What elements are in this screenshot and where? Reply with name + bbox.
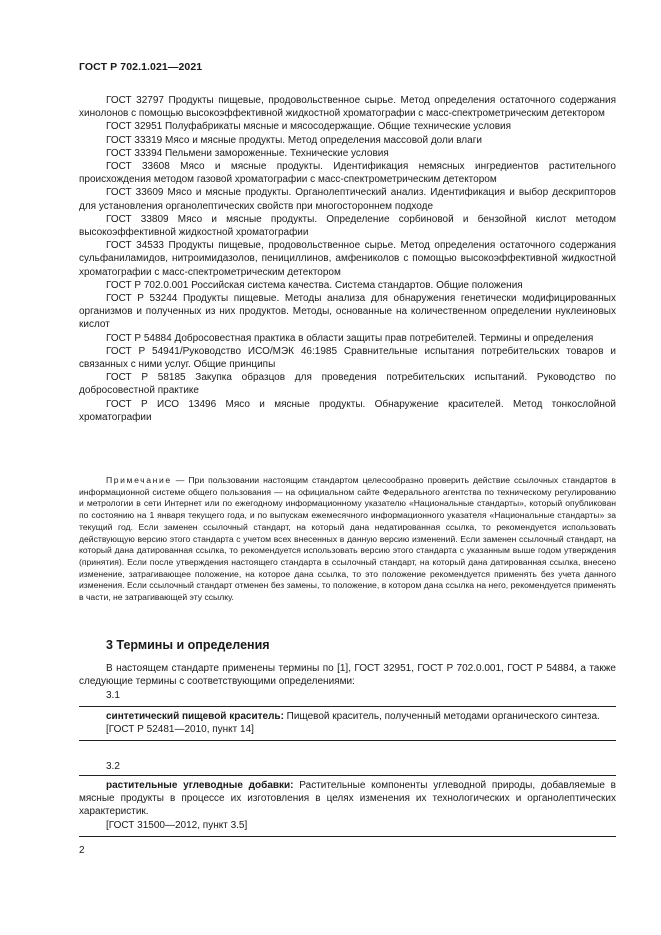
term-name: синтетический пищевой краситель:: [106, 711, 284, 722]
reference-item: ГОСТ Р 54941/Руководство ИСО/МЭК 46:1985 Сравнительные испытания потребительских товаров и связанных с ними услуг. Общие принципы: [79, 345, 616, 371]
reference-item: ГОСТ Р ИСО 13496 Мясо и мясные продукты. Обнаружение красителей. Метод тонкослойной хроматографии: [79, 398, 616, 423]
section-heading: 3 Термины и определения: [106, 638, 270, 652]
term-entry: [79, 775, 616, 837]
term-name: растительные углеводные добавки:: [106, 780, 294, 791]
note-lead: Примечание: [106, 475, 172, 485]
reference-item: ГОСТ 34533 Продукты пищевые, продовольственное сырье. Метод определения остаточного содержания сульфаниламидов, нитроимидазолов, пенициллинов, амфениколов с помощью высокоэффективной жидкостной хроматографии с масс-спектрометрическим детектором: [79, 240, 616, 278]
reference-item: ГОСТ Р 53244 Продукты пищевые. Методы анализа для обнаружения генетически модифицированных организмов и полученных из них продуктов. Методы, основанные на количественном определении нуклеиновых кислот: [79, 293, 616, 331]
reference-item: ГОСТ Р 702.0.001 Российская система качества. Система стандартов. Общие положения: [106, 279, 523, 291]
term-definition: [79, 710, 616, 723]
reference-item: ГОСТ 32951 Полуфабрикаты мясные и мясосодержащие. Общие технические условия: [106, 121, 512, 133]
page-number: 2: [79, 845, 85, 856]
reference-item: ГОСТ 33319 Мясо и мясные продукты. Метод определения массовой доли влаги: [106, 134, 482, 146]
normative-references-list: [79, 94, 616, 424]
term-number: 3.2: [106, 761, 120, 772]
reference-item: ГОСТ Р 54884 Добросовестная практика в области защиты прав потребителей. Термины и определения: [106, 332, 594, 344]
references-note: [79, 475, 616, 604]
reference-item: ГОСТ 33809 Мясо и мясные продукты. Определение сорбиновой и бензойной кислот методом высокоэффективной жидкостной хроматографии: [79, 213, 616, 239]
reference-item: ГОСТ 32797 Продукты пищевые, продовольственное сырье. Метод определения остаточного содержания хинолонов с помощью высокоэффективной жидкостной хроматографии с масс-спектрометрическим детектором: [79, 95, 616, 120]
document-code-header: ГОСТ Р 702.1.021—2021: [79, 61, 203, 73]
reference-item: ГОСТ 33609 Мясо и мясные продукты. Органолептический анализ. Идентификация и выбор дескрипторов для установления органолептических свойств при многостороннем подходе: [79, 187, 616, 212]
term-definition-text: Пищевой краситель, полученный методами органического синтеза.: [283, 711, 600, 722]
reference-item: ГОСТ Р 58185 Закупка образцов для проведения потребительских испытаний. Руководство по добросовестной практике: [79, 372, 616, 397]
term-source: [ГОСТ Р 52481—2010, пункт 14]: [106, 724, 254, 736]
term-number: 3.1: [106, 690, 120, 701]
note-text: — При пользовании настоящим стандартом целесообразно проверить действие ссылочных стандартов в информационной системе общего пользования — на официальном сайте Федерального агентства по техническому регулированию и метрологии в сети Интернет или по ежегодному информационному указателю «Национальные стандарты», который опубликован по состоянию на 1 января текущего года, и по выпускам ежемесячного информационного указателя «Национальные стандарты» за текущий год. Если заменен ссылочный стандарт, на который дана недатированная ссылка, то рекомендуется использовать действующую версию этого стандарта с учетом всех внесенных в данную версию изменений. Если заменен ссылочный стандарт, на который дана датированная ссылка, то рекомендуется использовать версию этого стандарта с указанным выше годом утверждения (принятия). Если после утверждения настоящего стандарта в ссылочный стандарт, на который дана датированная ссылка, внесено изменение, затрагивающее положение, на которое дана ссылка, то это положение рекомендуется применять без учета данного изменения. Если ссылочный стандарт отменен без замены, то положение, в котором дана ссылка на него, рекомендуется применять в части, не затрагивающей эту ссылку.: [79, 475, 616, 603]
term-entry: [79, 706, 616, 741]
term-definition: [79, 779, 616, 819]
reference-item: ГОСТ 33608 Мясо и мясные продукты. Идентификация немясных ингредиентов растительного происхождения методом газовой хроматографии с масс-спектрометрическим детектором: [79, 161, 616, 186]
term-definition-text: Растительные компоненты углеводной природы, добавляемые в мясные продукты в процессе их изготовления в целях изменения их технологических и органолептических характеристик.: [79, 780, 616, 818]
reference-item: ГОСТ 33394 Пельмени замороженные. Технические условия: [106, 147, 389, 159]
term-source: [ГОСТ 31500—2012, пункт 3.5]: [106, 819, 248, 831]
section-intro: В настоящем стандарте применены термины по [1], ГОСТ 32951, ГОСТ Р 702.0.001, ГОСТ Р 54884, а также следующие термины с соответствующими определениями:: [79, 663, 616, 688]
